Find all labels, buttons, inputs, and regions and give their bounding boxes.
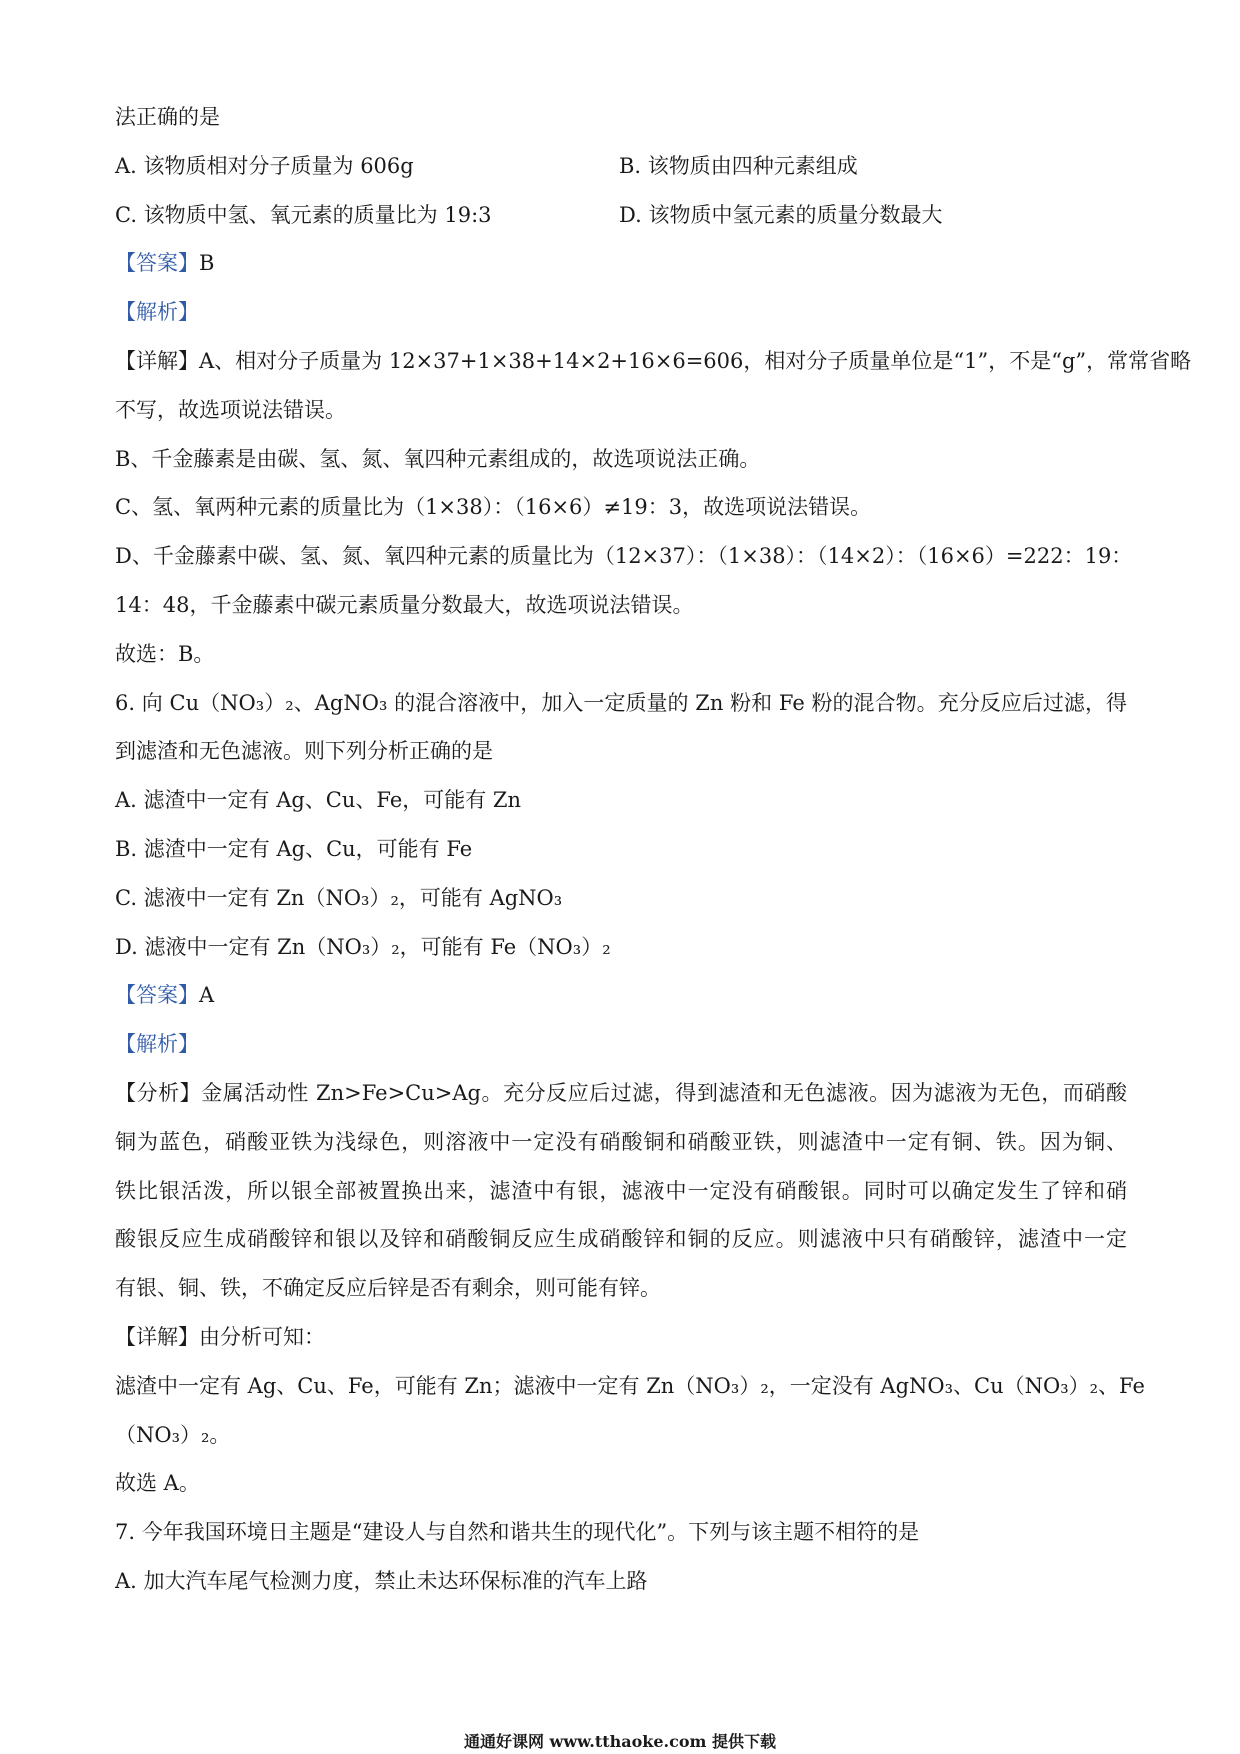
q6-analysis-line: 酸银反应生成硝酸锌和银以及锌和硝酸铜反应生成硝酸锌和铜的反应。则滤液中只有硝酸锌，滤渣中一定 [115, 1227, 1127, 1252]
q5-detail-line: 不写，故选项说法错误。 [115, 397, 346, 422]
q5-option-a: A. 该物质相对分子质量为 606g [115, 153, 414, 178]
page-footer: 通通好课网 www.tthaoke.com 提供下载 [463, 1732, 777, 1751]
answer-label: 【答案】 [115, 983, 199, 1008]
q5-detail-line: D、千金藤素中碳、氢、氮、氧四种元素的质量比为（12×37）：（1×38）：（14×2）：（16×6）=222：19： [115, 544, 1133, 569]
answer-label: 【答案】 [115, 251, 199, 276]
q5-options-row-2 [115, 191, 1127, 240]
q6-analysis-line: 铁比银活泼，所以银全部被置换出来，滤渣中有银，滤液中一定没有硝酸银。同时可以确定发生了锌和硝 [115, 1178, 1127, 1203]
q6-stem-line: 6. 向 Cu（NO₃）₂、AgNO₃ 的混合溶液中，加入一定质量的 Zn 粉和 Fe 粉的混合物。充分反应后过滤，得 [115, 690, 1127, 715]
q6-option-b: B. 滤渣中一定有 Ag、Cu，可能有 Fe [115, 836, 473, 861]
q5-detail-line: 14：48，千金藤素中碳元素质量分数最大，故选项说法错误。 [115, 592, 694, 617]
answer-value: B [199, 251, 215, 276]
q6-detail-line: 滤渣中一定有 Ag、Cu、Fe，可能有 Zn；滤液中一定有 Zn（NO₃）₂，一定没有 AgNO₃、Cu（NO₃）₂、Fe [115, 1373, 1145, 1398]
q5-option-c: C. 该物质中氢、氧元素的质量比为 19:3 [115, 202, 492, 227]
q5-analysis-label: 【解析】 [115, 300, 199, 325]
q6-analysis-line: 有银、铜、铁，不确定反应后锌是否有剩余，则可能有锌。 [115, 1276, 661, 1301]
q7-option-a: A. 加大汽车尾气检测力度，禁止未达环保标准的汽车上路 [115, 1568, 648, 1593]
q6-detail-line: （NO₃）₂。 [115, 1422, 231, 1447]
q6-option-c: C. 滤液中一定有 Zn（NO₃）₂，可能有 AgNO₃ [115, 885, 563, 910]
q6-conclusion: 故选 A。 [115, 1471, 200, 1496]
q5-detail-line: B、千金藤素是由碳、氢、氮、氧四种元素组成的，故选项说法正确。 [115, 446, 761, 471]
answer-value: A [199, 983, 215, 1008]
document-page [115, 93, 1192, 1606]
q6-option-a: A. 滤渣中一定有 Ag、Cu、Fe，可能有 Zn [115, 788, 522, 813]
q5-stem-tail: 法正确的是 [115, 105, 220, 129]
q6-analysis-label: 【解析】 [115, 1032, 199, 1057]
q5-detail-line: C、氢、氧两种元素的质量比为（1×38）：（16×6）≠19：3，故选项说法错误。 [115, 495, 872, 520]
q5-option-b: B. 该物质由四种元素组成 [619, 153, 858, 178]
q6-analysis-line: 铜为蓝色，硝酸亚铁为浅绿色，则溶液中一定没有硝酸铜和硝酸亚铁，则滤渣中一定有铜、铁。因为铜、 [115, 1129, 1127, 1154]
q7-stem: 7. 今年我国环境日主题是“建设人与自然和谐共生的现代化”。下列与该主题不相符的是 [115, 1520, 920, 1545]
q6-stem-line: 到滤渣和无色滤液。则下列分析正确的是 [115, 739, 493, 764]
q5-answer [115, 239, 1127, 288]
q6-detail-line: 【详解】由分析可知： [115, 1324, 325, 1349]
q5-options-row-1 [115, 142, 1127, 191]
q5-detail-line: 【详解】A、相对分子质量为 12×37+1×38+14×2+16×6=606，相对分子质量单位是“1”，不是“g”，常常省略 [115, 348, 1192, 373]
q6-answer [115, 971, 1127, 1020]
q6-option-d: D. 滤液中一定有 Zn（NO₃）₂，可能有 Fe（NO₃）₂ [115, 934, 611, 959]
q5-option-d: D. 该物质中氢元素的质量分数最大 [619, 202, 943, 227]
q6-analysis-line: 【分析】金属活动性 Zn>Fe>Cu>Ag。充分反应后过滤，得到滤渣和无色滤液。因为滤液为无色，而硝酸 [115, 1080, 1127, 1105]
q5-conclusion: 故选：B。 [115, 641, 215, 666]
